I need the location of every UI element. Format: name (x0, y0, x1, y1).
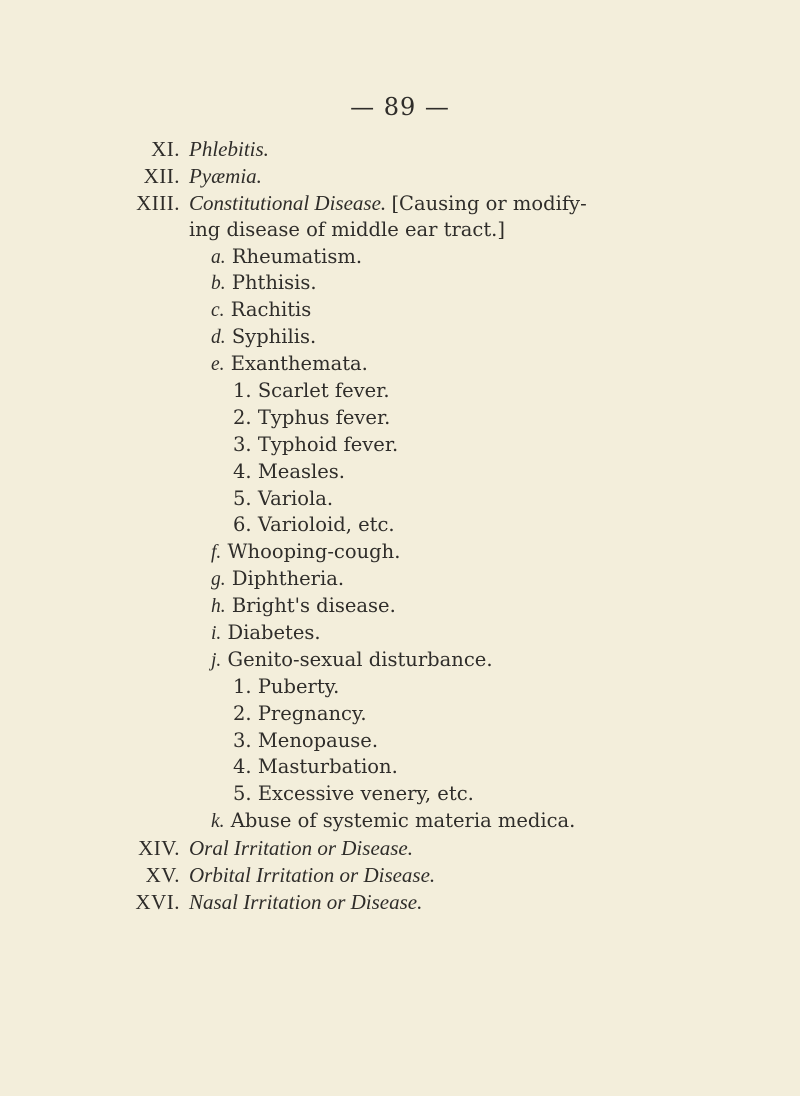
list-item (0, 889, 800, 916)
sub-entry-marker: d. (211, 327, 226, 349)
sub-sub-entry-text: Typhus fever. (257, 405, 391, 429)
sub-sub-entry-text: Excessive venery, etc. (257, 782, 474, 806)
list-item (0, 862, 800, 889)
entry-numeral: XI. (151, 137, 180, 161)
sub-sub-entry (233, 486, 333, 513)
entry-title: Pyæmia. (189, 163, 262, 188)
sub-sub-entry (233, 754, 398, 781)
list-item (0, 512, 800, 539)
sub-entry-text: Rheumatism. (231, 244, 363, 268)
sub-entry-marker: g. (211, 569, 226, 591)
list-item (0, 674, 800, 701)
entry-numeral: XVI. (135, 889, 180, 914)
sub-entry (211, 620, 321, 648)
entry-numeral: XIV. (138, 836, 180, 861)
sub-entry (211, 566, 344, 594)
sub-sub-entry-text: Variola. (257, 486, 334, 510)
list-item (0, 781, 800, 808)
sub-entry (211, 270, 317, 298)
entry-title: Orbital Irritation or Disease. (189, 863, 436, 888)
entry-title: Phlebitis. (189, 137, 269, 161)
sub-sub-entry (233, 701, 367, 728)
sub-sub-entry (233, 459, 345, 486)
entry-note-continuation: ing disease of middle ear tract.] (189, 217, 505, 241)
sub-entry (211, 593, 396, 621)
sub-entry-text: Rachitis (230, 298, 312, 322)
list-item (0, 647, 800, 674)
sub-entry-marker: j. (211, 649, 222, 671)
sub-entry (211, 351, 368, 379)
sub-entry-marker: h. (211, 596, 226, 618)
sub-sub-entry-marker: 2. (233, 405, 252, 429)
sub-entry-marker: e. (211, 354, 225, 376)
list-item (0, 136, 800, 163)
sub-sub-entry-marker: 5. (233, 782, 252, 806)
sub-sub-entry-marker: 2. (233, 701, 252, 725)
sub-entry-marker: i. (211, 623, 222, 645)
sub-entry-text: Whooping-cough. (227, 540, 401, 564)
sub-sub-entry-marker: 3. (233, 728, 252, 752)
list-item (0, 190, 800, 217)
list-item (0, 486, 800, 513)
list-item (0, 217, 800, 244)
list-item (0, 835, 800, 862)
sub-entry-text: Syphilis. (231, 325, 317, 349)
entry-numeral: XII. (143, 163, 180, 188)
list-item (0, 163, 800, 190)
list-item (0, 620, 800, 647)
sub-entry (211, 324, 316, 352)
sub-entry (211, 244, 362, 272)
entry-title-with-note (189, 190, 587, 218)
sub-sub-entry-marker: 5. (233, 486, 252, 510)
sub-sub-entry-text: Menopause. (257, 728, 379, 752)
sub-entry (211, 297, 311, 325)
sub-entry-text: Phthisis. (231, 271, 317, 295)
sub-entry-text: Genito-sexual disturbance. (227, 647, 493, 671)
list-item (0, 244, 800, 271)
sub-sub-entry (233, 728, 378, 755)
sub-entry-marker: a. (211, 246, 226, 268)
list-item (0, 808, 800, 835)
sub-sub-entry (233, 674, 339, 701)
sub-entry-text: Diabetes. (227, 621, 321, 645)
sub-entry (211, 539, 400, 567)
sub-sub-entry-marker: 1. (233, 674, 252, 698)
sub-sub-entry-marker: 1. (233, 379, 252, 403)
sub-sub-entry-text: Puberty. (257, 674, 340, 698)
sub-sub-entry-text: Typhoid fever. (257, 432, 399, 456)
sub-sub-entry (233, 432, 398, 459)
entry-title: Nasal Irritation or Disease. (189, 889, 423, 914)
sub-entry (211, 647, 493, 675)
sub-entry-marker: b. (211, 273, 226, 295)
sub-sub-entry-text: Varioloid, etc. (257, 513, 395, 537)
entry-title: Oral Irritation or Disease. (189, 836, 414, 861)
list-item (0, 728, 800, 755)
list-item (0, 324, 800, 351)
sub-entry-text: Exanthemata. (230, 352, 368, 376)
list-item (0, 566, 800, 593)
list-item (0, 701, 800, 728)
sub-sub-entry (233, 378, 390, 405)
sub-sub-entry-text: Pregnancy. (257, 701, 367, 725)
list-item (0, 754, 800, 781)
entry-title: Constitutional Disease. (189, 190, 387, 215)
list-item (0, 539, 800, 566)
sub-entry (211, 808, 575, 836)
list-item (0, 270, 800, 297)
sub-entry-marker: c. (211, 300, 225, 322)
sub-entry-marker: k. (211, 811, 225, 833)
entry-note: [Causing or modify- (391, 191, 587, 215)
sub-sub-entry-text: Masturbation. (257, 755, 398, 779)
sub-sub-entry-marker: 4. (233, 755, 252, 779)
sub-entry-marker: f. (211, 542, 222, 564)
sub-entry-text: Diphtheria. (231, 567, 345, 591)
sub-sub-entry-text: Scarlet fever. (257, 379, 390, 403)
entry-numeral: XV. (145, 863, 180, 888)
sub-sub-entry (233, 512, 395, 539)
sub-sub-entry-marker: 6. (233, 513, 252, 537)
page-number: — 89 — (350, 93, 450, 121)
entry-numeral: XIII. (136, 190, 180, 215)
entry-list (0, 136, 800, 916)
list-item (0, 351, 800, 378)
sub-entry-text: Abuse of systemic materia medica. (230, 809, 576, 833)
sub-sub-entry-text: Measles. (257, 459, 345, 483)
list-item (0, 432, 800, 459)
sub-entry-text: Bright's disease. (231, 594, 396, 618)
sub-sub-entry-marker: 3. (233, 432, 252, 456)
list-item (0, 405, 800, 432)
list-item (0, 378, 800, 405)
sub-sub-entry (233, 405, 390, 432)
sub-sub-entry (233, 781, 474, 808)
sub-sub-entry-marker: 4. (233, 459, 252, 483)
list-item (0, 297, 800, 324)
list-item (0, 459, 800, 486)
list-item (0, 593, 800, 620)
